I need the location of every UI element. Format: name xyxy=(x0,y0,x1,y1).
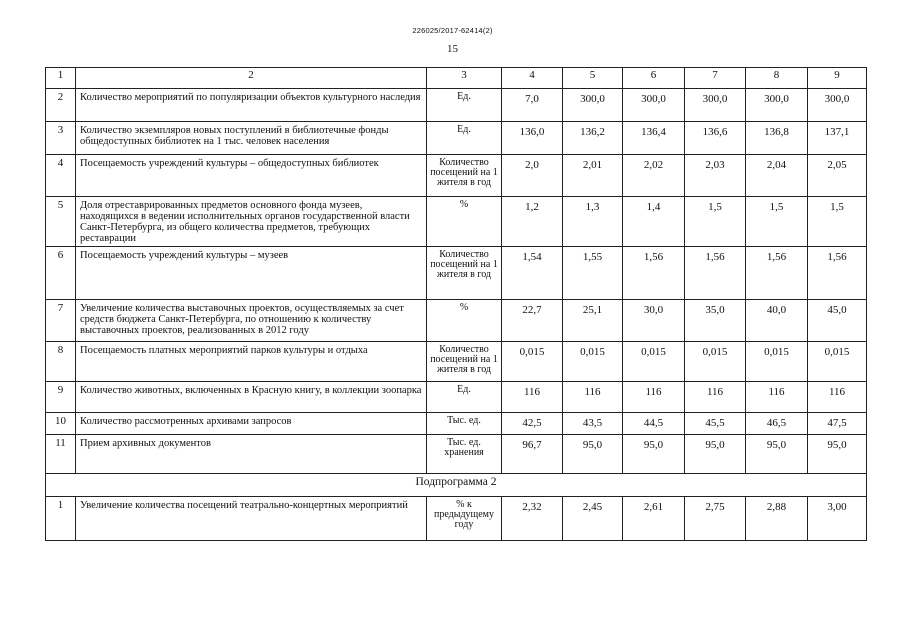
table-row xyxy=(46,300,867,342)
value-cell: 116 xyxy=(623,382,685,413)
value-cell: 0,015 xyxy=(685,342,746,382)
unit-cell: Количество посещений на 1 жителя в год xyxy=(427,342,502,382)
value-cell: 1,56 xyxy=(808,247,867,300)
value-cell: 0,015 xyxy=(502,342,563,382)
value-cell: 136,6 xyxy=(685,122,746,155)
table-row xyxy=(46,247,867,300)
value-cell: 1,55 xyxy=(563,247,623,300)
value-cell: 2,45 xyxy=(563,497,623,541)
value-cell: 95,0 xyxy=(623,435,685,474)
value-cell: 2,61 xyxy=(623,497,685,541)
table-row xyxy=(46,197,867,247)
header-cell: 8 xyxy=(746,68,808,89)
indicator-name: Количество мероприятий по популяризации объектов культурного наследия xyxy=(76,89,427,122)
header-cell: 4 xyxy=(502,68,563,89)
value-cell: 40,0 xyxy=(746,300,808,342)
value-cell: 45,0 xyxy=(808,300,867,342)
unit-cell: Ед. xyxy=(427,382,502,413)
table-row xyxy=(46,122,867,155)
row-number: 8 xyxy=(46,342,76,382)
value-cell: 7,0 xyxy=(502,89,563,122)
section-row xyxy=(46,474,867,497)
unit-cell: % xyxy=(427,197,502,247)
unit-cell: % к предыдущему году xyxy=(427,497,502,541)
indicator-name: Посещаемость платных мероприятий парков культуры и отдыха xyxy=(76,342,427,382)
row-number: 3 xyxy=(46,122,76,155)
value-cell: 1,5 xyxy=(808,197,867,247)
row-number: 7 xyxy=(46,300,76,342)
indicator-name: Количество рассмотренных архивами запросов xyxy=(76,413,427,435)
value-cell: 2,88 xyxy=(746,497,808,541)
table-row xyxy=(46,382,867,413)
value-cell: 116 xyxy=(808,382,867,413)
value-cell: 300,0 xyxy=(623,89,685,122)
indicator-name: Посещаемость учреждений культуры – музеев xyxy=(76,247,427,300)
value-cell: 95,0 xyxy=(746,435,808,474)
indicator-name: Количество экземпляров новых поступлений в библиотечные фонды общедоступных библиотек на 1 тыс. человек населения xyxy=(76,122,427,155)
value-cell: 30,0 xyxy=(623,300,685,342)
value-cell: 2,04 xyxy=(746,155,808,197)
value-cell: 116 xyxy=(746,382,808,413)
value-cell: 0,015 xyxy=(623,342,685,382)
header-cell: 1 xyxy=(46,68,76,89)
row-number: 5 xyxy=(46,197,76,247)
indicator-name: Увеличение количества посещений театрально-концертных мероприятий xyxy=(76,497,427,541)
table-row xyxy=(46,497,867,541)
value-cell: 95,0 xyxy=(563,435,623,474)
header-cell: 6 xyxy=(623,68,685,89)
header-cell: 3 xyxy=(427,68,502,89)
unit-cell: Ед. xyxy=(427,89,502,122)
value-cell: 1,5 xyxy=(746,197,808,247)
table-row xyxy=(46,89,867,122)
value-cell: 2,02 xyxy=(623,155,685,197)
value-cell: 35,0 xyxy=(685,300,746,342)
value-cell: 136,8 xyxy=(746,122,808,155)
indicators-table xyxy=(45,67,867,541)
section-label: Подпрограмма 2 xyxy=(46,474,867,497)
header-cell: 9 xyxy=(808,68,867,89)
value-cell: 300,0 xyxy=(746,89,808,122)
value-cell: 43,5 xyxy=(563,413,623,435)
table-row xyxy=(46,155,867,197)
value-cell: 0,015 xyxy=(746,342,808,382)
indicator-name: Количество животных, включенных в Красную книгу, в коллекции зоопарка xyxy=(76,382,427,413)
value-cell: 136,2 xyxy=(563,122,623,155)
value-cell: 1,3 xyxy=(563,197,623,247)
value-cell: 116 xyxy=(685,382,746,413)
value-cell: 0,015 xyxy=(563,342,623,382)
value-cell: 47,5 xyxy=(808,413,867,435)
unit-cell: Тыс. ед. хранения xyxy=(427,435,502,474)
header-cell: 7 xyxy=(685,68,746,89)
value-cell: 22,7 xyxy=(502,300,563,342)
value-cell: 2,75 xyxy=(685,497,746,541)
value-cell: 1,56 xyxy=(685,247,746,300)
value-cell: 45,5 xyxy=(685,413,746,435)
indicator-name: Прием архивных документов xyxy=(76,435,427,474)
header-row xyxy=(46,68,867,89)
page-number: 15 xyxy=(447,43,458,55)
value-cell: 2,01 xyxy=(563,155,623,197)
table-row xyxy=(46,342,867,382)
value-cell: 136,0 xyxy=(502,122,563,155)
row-number: 1 xyxy=(46,497,76,541)
row-number: 2 xyxy=(46,89,76,122)
row-number: 6 xyxy=(46,247,76,300)
unit-cell: Количество посещений на 1 жителя в год xyxy=(427,155,502,197)
value-cell: 1,4 xyxy=(623,197,685,247)
value-cell: 116 xyxy=(563,382,623,413)
table-row xyxy=(46,413,867,435)
value-cell: 95,0 xyxy=(808,435,867,474)
value-cell: 0,015 xyxy=(808,342,867,382)
value-cell: 1,5 xyxy=(685,197,746,247)
value-cell: 1,54 xyxy=(502,247,563,300)
header-cell: 2 xyxy=(76,68,427,89)
value-cell: 2,05 xyxy=(808,155,867,197)
table-row xyxy=(46,435,867,474)
row-number: 11 xyxy=(46,435,76,474)
row-number: 4 xyxy=(46,155,76,197)
value-cell: 46,5 xyxy=(746,413,808,435)
indicator-name: Увеличение количества выставочных проектов, осуществляемых за счет средств бюджета Санкт-Петербурга, по отношению к количеству выставочных проектов, реализованных в 2012 году xyxy=(76,300,427,342)
value-cell: 42,5 xyxy=(502,413,563,435)
row-number: 10 xyxy=(46,413,76,435)
value-cell: 136,4 xyxy=(623,122,685,155)
indicator-name: Посещаемость учреждений культуры – общедоступных библиотек xyxy=(76,155,427,197)
indicator-name: Доля отреставрированных предметов основного фонда музеев, находящихся в ведении исполнительных органов государственной власти Санкт-Петербурга, из общего количества предметов, требующих реставрации xyxy=(76,197,427,247)
unit-cell: Количество посещений на 1 жителя в год xyxy=(427,247,502,300)
value-cell: 25,1 xyxy=(563,300,623,342)
value-cell: 300,0 xyxy=(808,89,867,122)
value-cell: 2,03 xyxy=(685,155,746,197)
unit-cell: Ед. xyxy=(427,122,502,155)
value-cell: 137,1 xyxy=(808,122,867,155)
value-cell: 2,32 xyxy=(502,497,563,541)
value-cell: 1,56 xyxy=(623,247,685,300)
value-cell: 44,5 xyxy=(623,413,685,435)
unit-cell: Тыс. ед. xyxy=(427,413,502,435)
unit-cell: % xyxy=(427,300,502,342)
value-cell: 116 xyxy=(502,382,563,413)
value-cell: 2,0 xyxy=(502,155,563,197)
document-id: 226025/2017-62414(2) xyxy=(412,26,493,35)
value-cell: 96,7 xyxy=(502,435,563,474)
header-cell: 5 xyxy=(563,68,623,89)
row-number: 9 xyxy=(46,382,76,413)
value-cell: 300,0 xyxy=(563,89,623,122)
value-cell: 95,0 xyxy=(685,435,746,474)
value-cell: 1,56 xyxy=(746,247,808,300)
value-cell: 1,2 xyxy=(502,197,563,247)
value-cell: 300,0 xyxy=(685,89,746,122)
value-cell: 3,00 xyxy=(808,497,867,541)
